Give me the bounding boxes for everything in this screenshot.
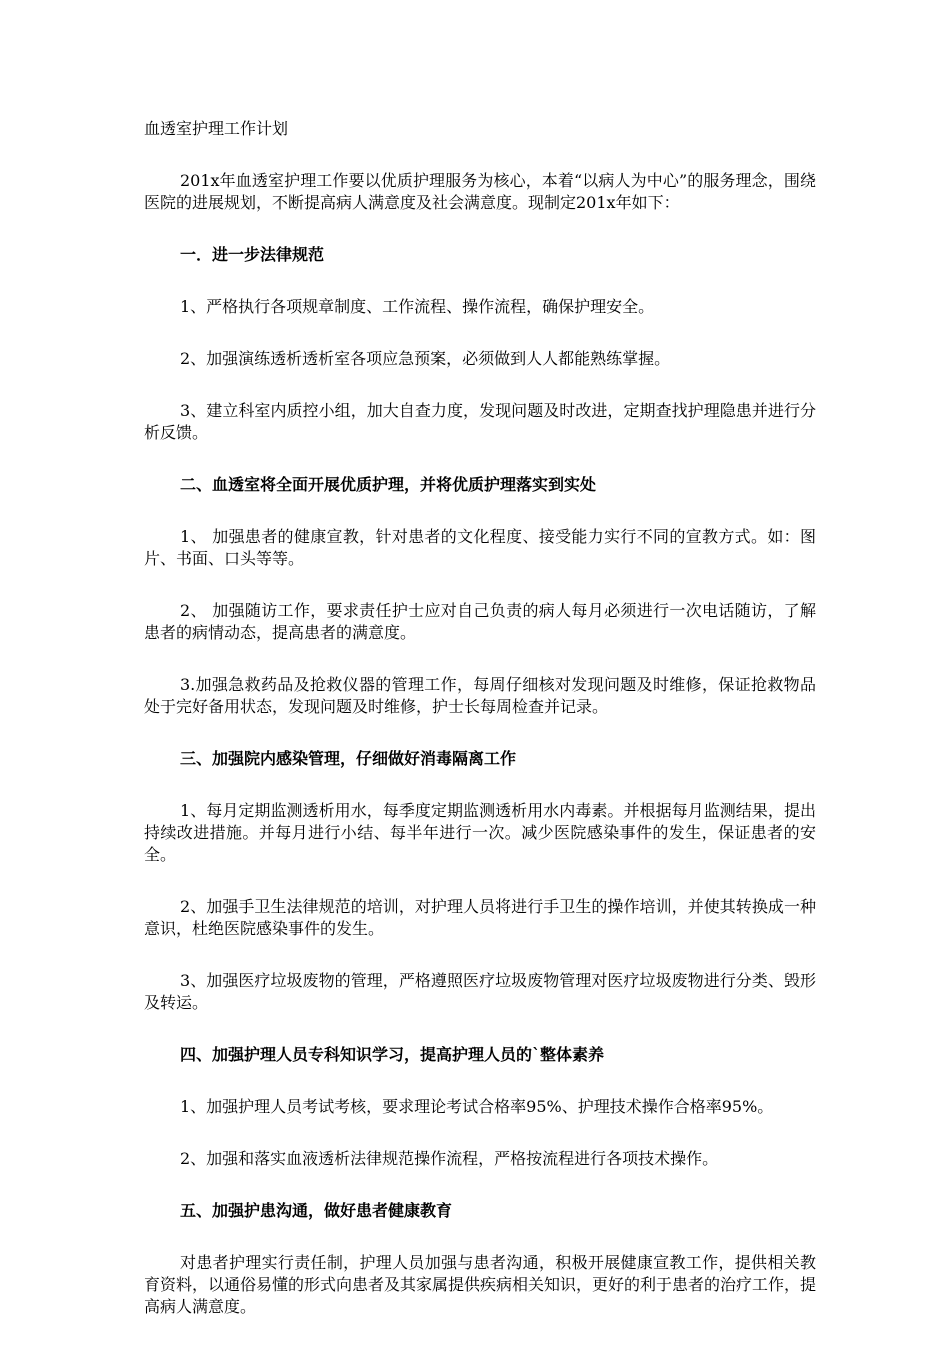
section-4-item-1: 1、加强护理人员考试考核，要求理论考试合格率95%、护理技术操作合格率95%。: [180, 1097, 774, 1116]
section-1-item-2: 2、加强演练透析透析室各项应急预案，必须做到人人都能熟练掌握。: [180, 349, 671, 368]
section-2-heading: 二、血透室将全面开展优质护理，并将优质护理落实到实处: [180, 475, 597, 494]
section-4-heading: 四、加强护理人员专科知识学习，提高护理人员的`整体素养: [180, 1045, 605, 1064]
section-1-item-1: 1、严格执行各项规章制度、工作流程、操作流程，确保护理安全。: [180, 297, 655, 316]
section-3-item-1: 1、每月定期监测透析用水，每季度定期监测透析用水内毒素。并根据每月监测结果，提出持续改进措施。并每月进行小结、每半年进行一次。减少医院感染事件的发生，保证患者的安全。: [144, 801, 816, 864]
section-2-item-2: 2、 加强随访工作，要求责任护士应对自己负责的病人每月必须进行一次电话随访，了解患者的病情动态，提高患者的满意度。: [144, 601, 816, 642]
section-1-item-3: 3、建立科室内质控小组，加大自查力度，发现问题及时改进，定期查找护理隐患并进行分析反馈。: [144, 401, 816, 442]
section-2-item-3: 3.加强急救药品及抢救仪器的管理工作，每周仔细核对发现问题及时维修，保证抢救物品处于完好备用状态，发现问题及时维修，护士长每周检查并记录。: [144, 675, 816, 716]
section-3-heading: 三、加强院内感染管理，仔细做好消毒隔离工作: [180, 749, 517, 768]
section-4-item-2: 2、加强和落实血液透析法律规范操作流程，严格按流程进行各项技术操作。: [180, 1149, 719, 1168]
section-2-item-1: 1、 加强患者的健康宣教，针对患者的文化程度、接受能力实行不同的宣教方式。如：图片、书面、口头等等。: [144, 527, 816, 568]
section-1-heading: 一．进一步法律规范: [180, 245, 325, 264]
document-title: 血透室护理工作计划: [144, 119, 289, 138]
intro-paragraph: 201x年血透室护理工作要以优质护理服务为核心，本着“以病人为中心”的服务理念，围绕医院的进展规划，不断提高病人满意度及社会满意度。现制定201x年如下：: [144, 171, 816, 212]
section-3-item-3: 3、加强医疗垃圾废物的管理，严格遵照医疗垃圾废物管理对医疗垃圾废物进行分类、毁形及转运。: [144, 971, 816, 1012]
document-page: [144, 118, 816, 1348]
section-3-item-2: 2、加强手卫生法律规范的培训，对护理人员将进行手卫生的操作培训，并使其转换成一种意识，杜绝医院感染事件的发生。: [144, 897, 816, 938]
section-5-item-1: 对患者护理实行责任制，护理人员加强与患者沟通，积极开展健康宣教工作，提供相关教育资料，以通俗易懂的形式向患者及其家属提供疾病相关知识，更好的利于患者的治疗工作，提高病人满意度。: [144, 1253, 817, 1316]
section-5-heading: 五、加强护患沟通，做好患者健康教育: [180, 1201, 453, 1220]
